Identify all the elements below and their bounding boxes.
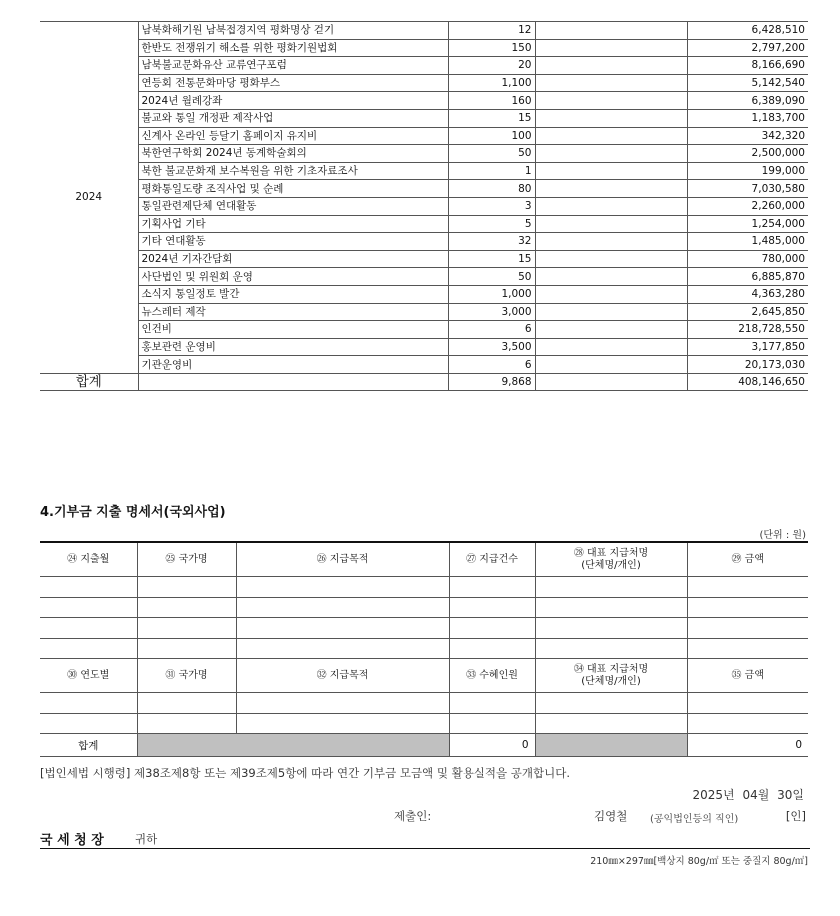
blank-cell [535,233,687,251]
program-count: 1 [448,162,535,180]
addressee-suffix: 귀하 [135,832,158,846]
table-row [40,303,808,321]
blank-cell [535,197,687,215]
program-name: 2024년 월례강좌 [138,92,448,110]
shaded-cell [137,734,449,757]
program-name: 홍보관련 운영비 [138,338,448,356]
program-count: 50 [448,268,535,286]
table-row [40,321,808,339]
header-row-yearly [40,659,808,693]
program-count: 32 [448,233,535,251]
blank-cell [535,356,687,374]
program-count: 20 [448,57,535,75]
col-year: ㉚ 연도별 [40,659,137,693]
col-amount: ㉟ 금액 [687,659,808,693]
program-amount: 342,320 [687,127,808,145]
total-label: 합계 [40,734,137,757]
table-row [40,127,808,145]
blank-cell [535,303,687,321]
col-purpose: ㉜ 지급목적 [236,659,449,693]
program-amount: 218,728,550 [687,321,808,339]
table-row [40,268,808,286]
blank-cell [535,127,687,145]
blank-cell [535,109,687,127]
program-amount: 2,797,200 [687,39,808,57]
blank-cell [535,22,687,40]
section-title: 4.기부금 지출 명세서(국외사업) [40,505,226,520]
table-row [40,338,808,356]
program-amount: 3,177,850 [687,338,808,356]
empty-row [40,638,808,659]
program-amount: 5,142,540 [687,74,808,92]
blank-cell [535,268,687,286]
divider [40,848,810,849]
submitter-name: 김영철 [594,809,628,823]
table-row [40,197,808,215]
program-amount: 2,500,000 [687,145,808,163]
program-amount: 2,260,000 [687,197,808,215]
donation-usage-table [40,21,808,391]
program-count: 3,500 [448,338,535,356]
legal-notice: [법인세법 시행령] 제38조제8항 또는 제39조제5항에 따라 연간 기부금 모금액 및 활용실적을 공개합니다. [40,766,570,780]
table-row [40,109,808,127]
program-count: 100 [448,127,535,145]
empty-row [40,597,808,618]
program-count: 50 [448,145,535,163]
program-name: 평화통일도량 조직사업 및 순례 [138,180,448,198]
blank-cell [535,285,687,303]
blank-cell [535,180,687,198]
program-amount: 1,485,000 [687,233,808,251]
col-country: ㉕ 국가명 [137,542,236,577]
blank-cell [535,57,687,75]
blank-cell [535,215,687,233]
seal-mark: [인] [785,809,806,823]
program-name: 북한연구학회 2024년 동계학술회의 [138,145,448,163]
total-count: 9,868 [448,373,535,391]
program-name: 남북화해기원 남북접경지역 평화명상 걷기 [138,22,448,40]
program-amount: 6,428,510 [687,22,808,40]
program-name: 소식지 통일정토 발간 [138,285,448,303]
col-beneficiaries: ㉝ 수혜인원 [449,659,535,693]
table-row [40,215,808,233]
program-count: 1,100 [448,74,535,92]
table-row [40,356,808,374]
year-cell: 2024 [40,22,138,374]
empty-row [40,577,808,598]
program-name: 인건비 [138,321,448,339]
table-row [40,92,808,110]
blank-cell [535,39,687,57]
program-name: 2024년 기자간담회 [138,250,448,268]
program-count: 150 [448,39,535,57]
col-purpose: ㉖ 지급목적 [236,542,449,577]
program-amount: 2,645,850 [687,303,808,321]
total-row [40,373,808,391]
blank-cell [535,92,687,110]
header-row-monthly [40,542,808,577]
total-amount: 0 [687,734,808,757]
program-count: 6 [448,356,535,374]
program-name: 기획사업 기타 [138,215,448,233]
program-name: 뉴스레터 제작 [138,303,448,321]
empty-row [40,713,808,734]
program-name: 신계사 온라인 등달기 홈페이지 유지비 [138,127,448,145]
col-recipient-line2: (단체명/개인) [581,559,641,571]
col-recipient [535,659,687,693]
program-name: 연등회 전통문화마당 평화부스 [138,74,448,92]
program-name: 기타 연대활동 [138,233,448,251]
overseas-expense-table [40,541,808,757]
table-row [40,74,808,92]
table-row [40,233,808,251]
paper-spec: 210㎜×297㎜[백상지 80g/㎡ 또는 중질지 80g/㎡] [590,856,808,867]
program-count: 3 [448,197,535,215]
program-count: 6 [448,321,535,339]
col-country: ㉛ 국가명 [137,659,236,693]
program-amount: 4,363,280 [687,285,808,303]
blank-cell [138,373,448,391]
col-recipient-line2: (단체명/개인) [581,675,641,687]
program-amount: 780,000 [687,250,808,268]
program-amount: 20,173,030 [687,356,808,374]
total-row [40,734,808,757]
program-name: 불교와 통일 개정판 제작사업 [138,109,448,127]
blank-cell [535,162,687,180]
program-name: 북한 불교문화재 보수복원을 위한 기초자료조사 [138,162,448,180]
submitter-label: 제출인: [394,809,432,823]
table-row [40,22,808,40]
program-amount: 8,166,690 [687,57,808,75]
total-count: 0 [449,734,535,757]
program-count: 12 [448,22,535,40]
col-recipient [535,542,687,577]
table-row [40,57,808,75]
submission-date: 2025년 04월 30일 [692,788,804,802]
program-amount: 6,389,090 [687,92,808,110]
program-count: 80 [448,180,535,198]
table-row [40,39,808,57]
empty-row [40,618,808,639]
program-count: 160 [448,92,535,110]
program-amount: 1,254,000 [687,215,808,233]
total-label: 합계 [40,373,138,391]
program-count: 5 [448,215,535,233]
empty-row [40,693,808,714]
blank-cell [535,74,687,92]
program-count: 15 [448,250,535,268]
program-name: 사단법인 및 위원회 운영 [138,268,448,286]
blank-cell [535,338,687,356]
blank-cell [535,373,687,391]
table-row [40,145,808,163]
program-name: 통일관련제단체 연대활동 [138,197,448,215]
blank-cell [535,145,687,163]
col-amount: ㉙ 금액 [687,542,808,577]
program-name: 기관운영비 [138,356,448,374]
program-count: 3,000 [448,303,535,321]
col-recipient-line1: ㉞ 대표 지급처명 [573,663,649,675]
table-row [40,180,808,198]
program-amount: 1,183,700 [687,109,808,127]
program-count: 1,000 [448,285,535,303]
table-row [40,250,808,268]
unit-label: (단위 : 원) [759,530,806,541]
table-row [40,162,808,180]
program-amount: 6,885,870 [687,268,808,286]
program-name: 한반도 전쟁위기 해소를 위한 평화기원법회 [138,39,448,57]
col-recipient-line1: ㉘ 대표 지급처명 [573,547,649,559]
blank-cell [535,321,687,339]
addressee: 국 세 청 장 [40,833,104,848]
program-amount: 199,000 [687,162,808,180]
submitter-role: (공익법인등의 직인) [650,814,739,825]
program-amount: 7,030,580 [687,180,808,198]
shaded-cell [535,734,687,757]
col-payment-count: ㉗ 지급건수 [449,542,535,577]
program-name: 남북불교문화유산 교류연구포럼 [138,57,448,75]
program-count: 15 [448,109,535,127]
table-row [40,285,808,303]
total-amount: 408,146,650 [687,373,808,391]
col-expense-month: ㉔ 지출월 [40,542,137,577]
blank-cell [535,250,687,268]
